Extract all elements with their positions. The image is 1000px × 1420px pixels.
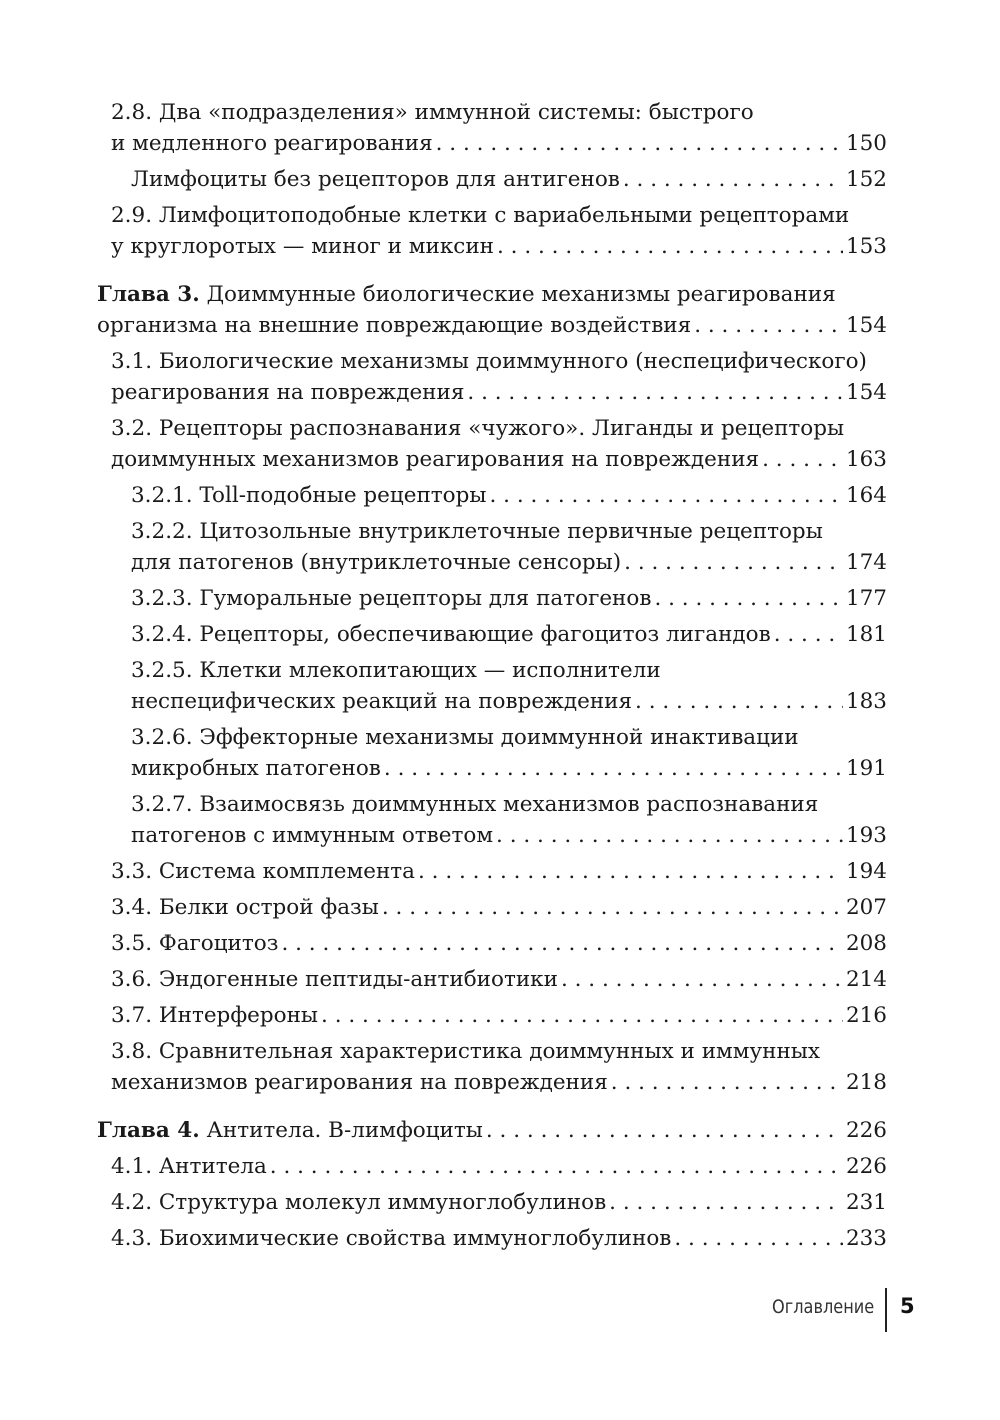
toc-entry-3-7 (97, 1000, 887, 1031)
page-number: 153 (845, 234, 887, 259)
leader-dots (486, 1115, 843, 1146)
toc-entry-title-end: и медленного реагирования (111, 131, 433, 156)
leader-dots (674, 1223, 843, 1254)
leader-dots (497, 231, 843, 262)
toc-entry-title-end: патогенов с иммунным ответом (131, 823, 494, 848)
toc-entry-3-2-7 (97, 789, 887, 851)
page-number: 233 (845, 1226, 887, 1251)
leader-dots (774, 619, 843, 650)
leader-dots (654, 583, 843, 614)
leader-dots (762, 444, 843, 475)
leader-dots (561, 964, 843, 995)
leader-dots (467, 377, 843, 408)
toc-entry-title: 3.7. Интерфероны (111, 1003, 319, 1028)
toc-entry-title: 3.2.7. Взаимосвязь доиммунных механизмов распознавания (131, 792, 819, 817)
toc-entry-3-2-4 (97, 619, 887, 650)
toc-entry-title: 3.2. Рецепторы распознавания «чужого». Лиганды и рецепторы (111, 416, 845, 441)
toc-entry-3-2-6 (97, 722, 887, 784)
toc-entry-title: 3.2.1. Toll-подобные рецепторы (131, 483, 487, 508)
chapter-title-end: организма на внешние повреждающие воздействия (97, 313, 692, 338)
toc-entry-title: 3.3. Система комплемента (111, 859, 415, 884)
toc-entry-3-2-5 (97, 655, 887, 717)
leader-dots (609, 1187, 843, 1218)
leader-dots (635, 686, 843, 717)
page-number: 150 (845, 131, 887, 156)
toc-entry-3-5 (97, 928, 887, 959)
toc-chapter-3 (97, 279, 887, 341)
toc-entry-title: 2.9. Лимфоцитоподобные клетки с вариабельными рецепторами (111, 203, 850, 228)
toc-entry-title-end: у круглоротых — миног и миксин (111, 234, 494, 259)
toc-entry-title: 3.8. Сравнительная характеристика доиммунных и иммунных (111, 1039, 821, 1064)
toc-entry-3-2 (97, 413, 887, 475)
page-number: 174 (845, 550, 887, 575)
table-of-contents (97, 97, 887, 1254)
toc-entry-4-2 (97, 1187, 887, 1218)
toc-entry-title-end: реагирования на повреждения (111, 380, 465, 405)
page-number: 207 (845, 895, 887, 920)
page-number: 191 (845, 756, 887, 781)
page-number: 163 (845, 447, 887, 472)
leader-dots (694, 310, 843, 341)
leader-dots (321, 1000, 843, 1031)
page-number: 164 (845, 483, 887, 508)
page-number: 152 (845, 167, 887, 192)
page-number: 194 (845, 859, 887, 884)
page-number: 226 (845, 1154, 887, 1179)
leader-dots (382, 892, 843, 923)
page-number: 226 (845, 1118, 887, 1143)
toc-entry-3-8 (97, 1036, 887, 1098)
toc-chapter-4 (97, 1115, 887, 1146)
toc-entry-title: 3.6. Эндогенные пептиды-антибиотики (111, 967, 558, 992)
toc-entry-3-6 (97, 964, 887, 995)
page-number: 218 (845, 1070, 887, 1095)
leader-dots (270, 1151, 843, 1182)
leader-dots (611, 1067, 843, 1098)
page-number: 154 (845, 313, 887, 338)
toc-entry-title: 3.2.2. Цитозольные внутриклеточные первичные рецепторы (131, 519, 823, 544)
page-number: 216 (845, 1003, 887, 1028)
toc-entry-title: 3.4. Белки острой фазы (111, 895, 379, 920)
toc-entry-title: 3.5. Фагоцитоз (111, 931, 279, 956)
leader-dots (384, 753, 843, 784)
page-number: 177 (845, 586, 887, 611)
toc-entry-title: 4.1. Антитела (111, 1154, 267, 1179)
chapter-label: Глава 3. (97, 282, 200, 307)
toc-entry-title: 3.1. Биологические механизмы доиммунного (неспецифического) (111, 349, 867, 374)
page-number-footer: 5 (900, 1294, 915, 1318)
page-number: 193 (845, 823, 887, 848)
page-number: 183 (845, 689, 887, 714)
toc-entry-3-2-2 (97, 516, 887, 578)
leader-dots (624, 547, 843, 578)
toc-entry-3-1 (97, 346, 887, 408)
leader-dots (496, 820, 843, 851)
footer-divider (885, 1288, 887, 1332)
toc-entry-title: 2.8. Два «подразделения» иммунной системы: быстрого (111, 100, 754, 125)
toc-entry-3-2-1 (97, 480, 887, 511)
toc-entry-title-end: для патогенов (внутриклеточные сенсоры) (131, 550, 622, 575)
leader-dots (436, 128, 843, 159)
leader-dots (281, 928, 842, 959)
toc-entry-title-end: механизмов реагирования на повреждения (111, 1070, 608, 1095)
toc-entry-title-end: неспецифических реакций на повреждения (131, 689, 633, 714)
toc-entry-3-2-3 (97, 583, 887, 614)
toc-entry-lymphocytes (97, 164, 887, 195)
chapter-label: Глава 4. (97, 1118, 200, 1143)
chapter-title: Доиммунные биологические механизмы реагирования (206, 282, 836, 307)
toc-entry-title: 4.2. Структура молекул иммуноглобулинов (111, 1190, 607, 1215)
toc-entry-title-end: доиммунных механизмов реагирования на повреждения (111, 447, 760, 472)
page-number: 214 (845, 967, 887, 992)
page-number: 154 (845, 380, 887, 405)
page-footer (0, 1288, 1000, 1328)
toc-entry-title: 3.2.6. Эффекторные механизмы доиммунной инактивации (131, 725, 799, 750)
toc-entry-title: 4.3. Биохимические свойства иммуноглобулинов (111, 1226, 672, 1251)
page-number: 208 (845, 931, 887, 956)
toc-entry-title: 3.2.3. Гуморальные рецепторы для патогенов (131, 586, 652, 611)
page-number: 181 (845, 622, 887, 647)
toc-entry-4-3 (97, 1223, 887, 1254)
toc-entry-4-1 (97, 1151, 887, 1182)
toc-entry-2-8 (97, 97, 887, 159)
chapter-title: Антитела. В-лимфоциты (206, 1118, 483, 1143)
toc-entry-title: 3.2.5. Клетки млекопитающих — исполнители (131, 658, 661, 683)
toc-entry-3-3 (97, 856, 887, 887)
toc-entry-2-9 (97, 200, 887, 262)
leader-dots (490, 480, 843, 511)
page-number: 231 (845, 1190, 887, 1215)
toc-entry-title: 3.2.4. Рецепторы, обеспечивающие фагоцитоз лигандов (131, 622, 771, 647)
toc-entry-title-end: микробных патогенов (131, 756, 381, 781)
running-footer-section: Оглавление (771, 1296, 874, 1318)
leader-dots (418, 856, 843, 887)
toc-entry-3-4 (97, 892, 887, 923)
toc-entry-title: Лимфоциты без рецепторов для антигенов (131, 167, 620, 192)
leader-dots (623, 164, 843, 195)
